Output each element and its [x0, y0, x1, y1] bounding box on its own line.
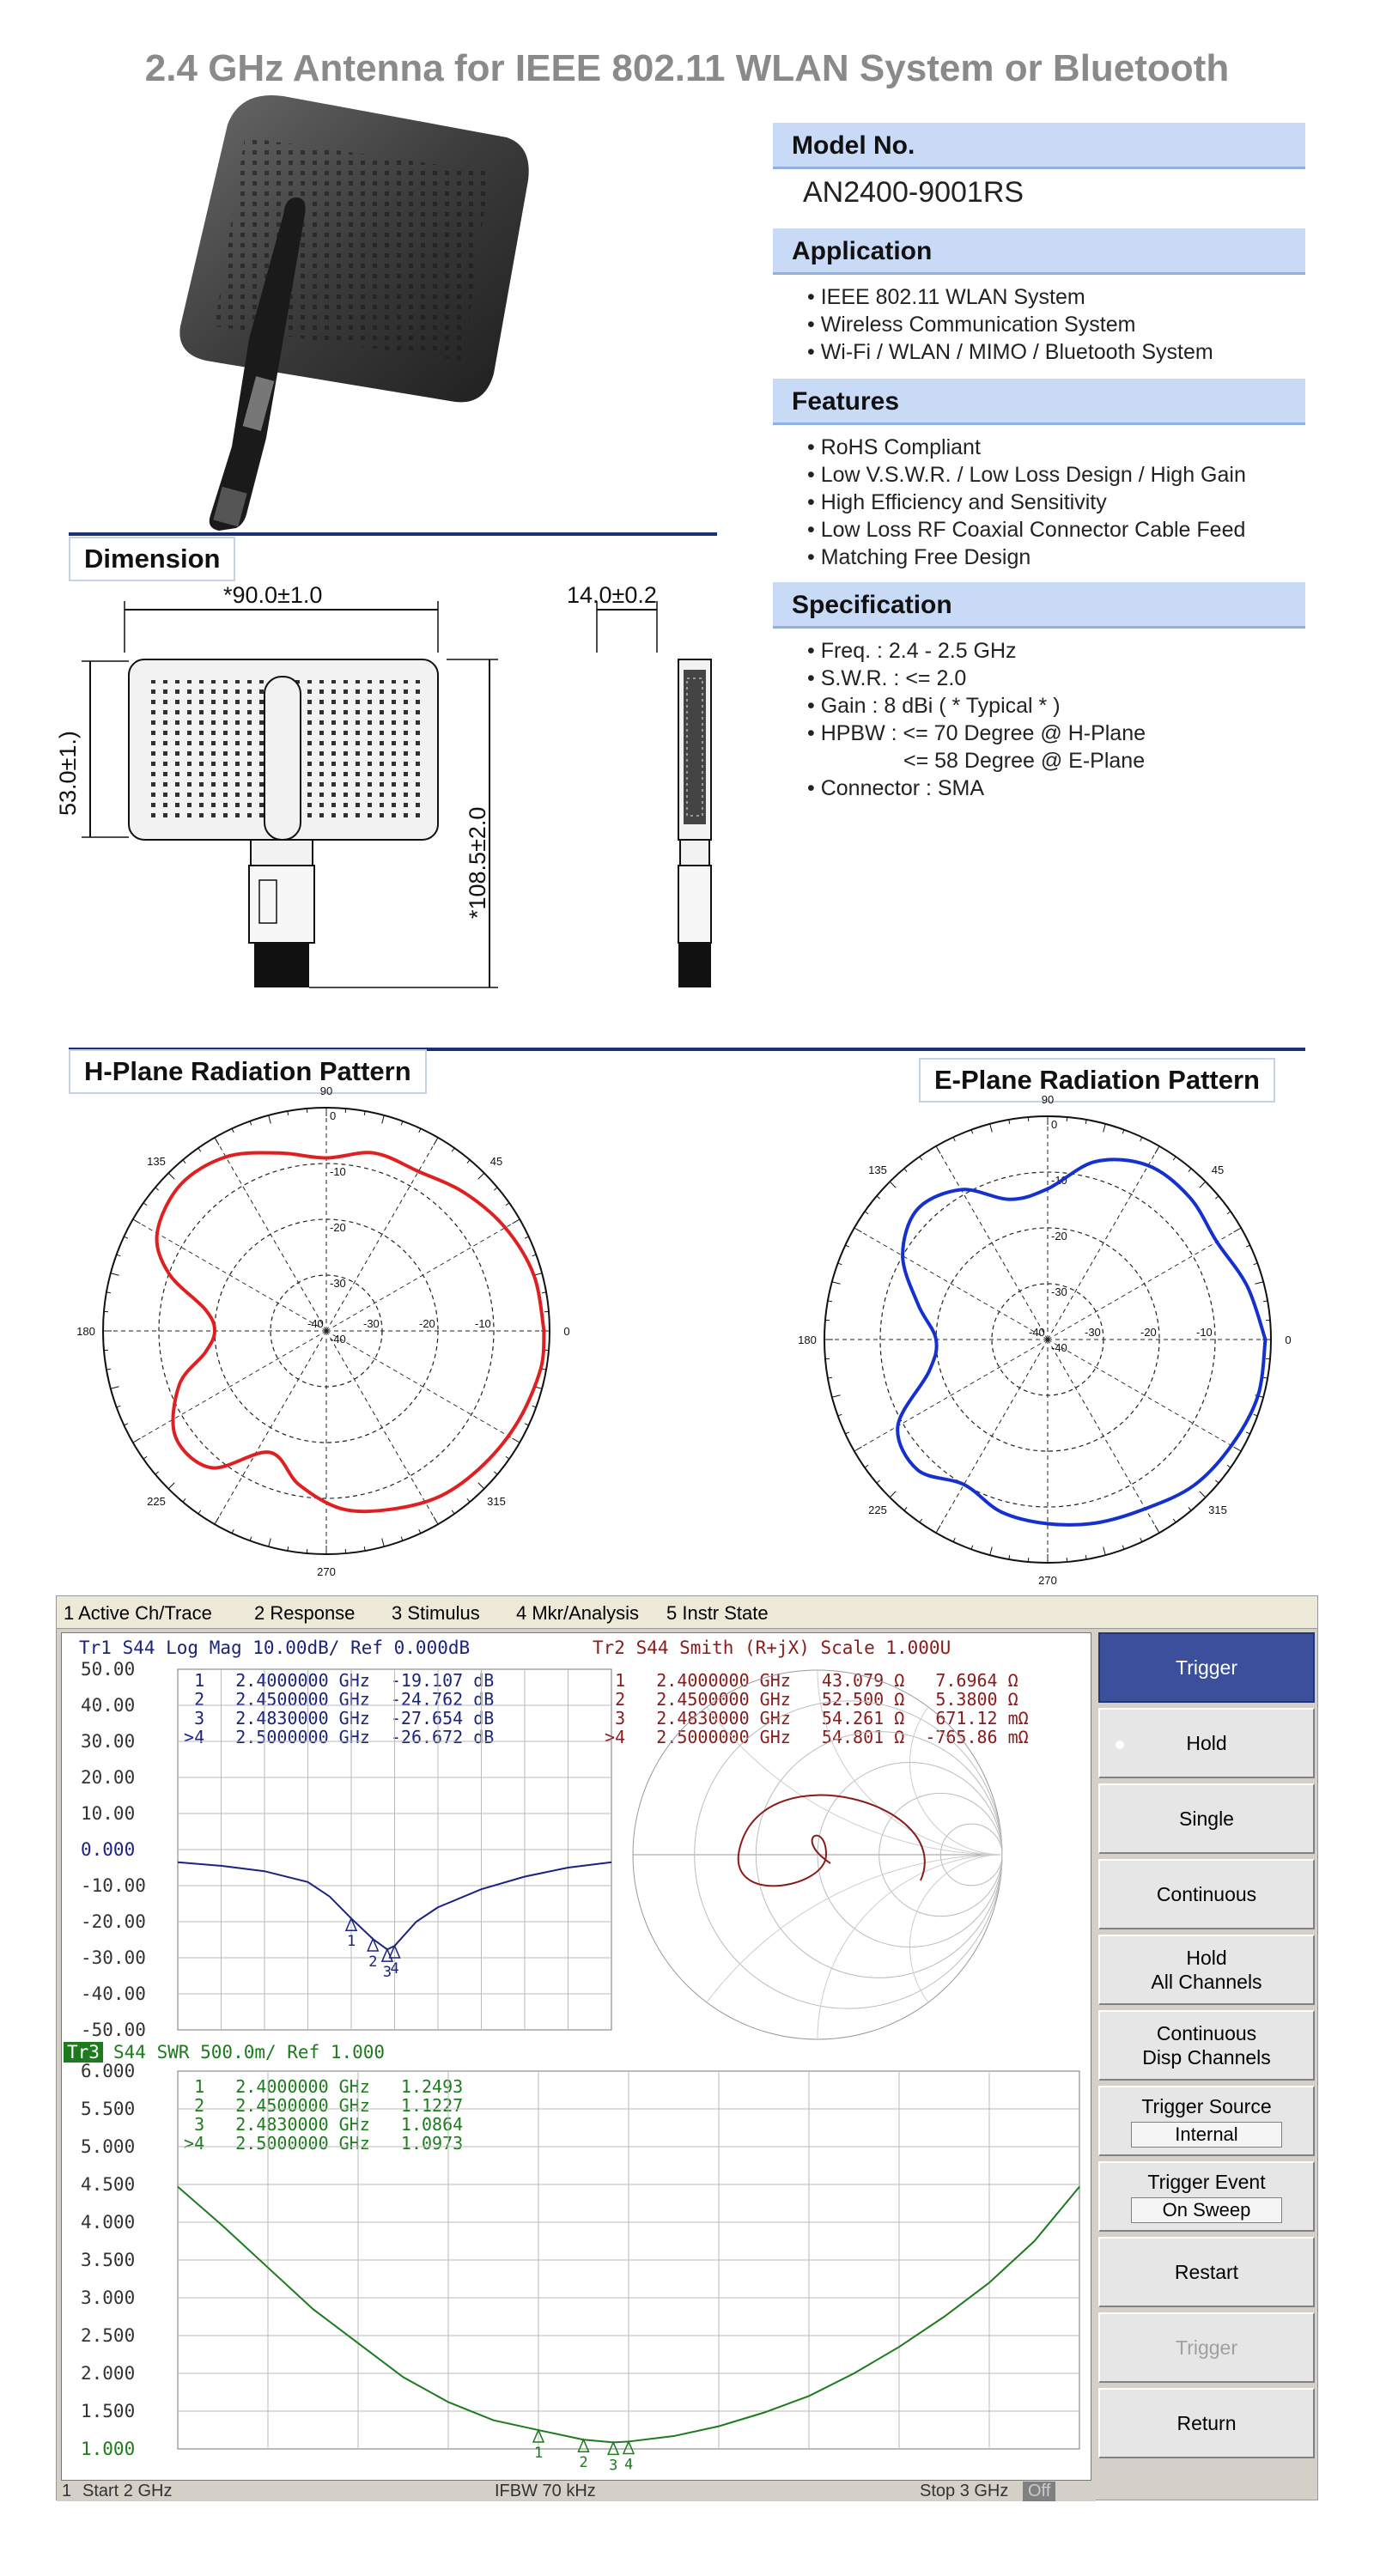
- menu-active-ch-trace[interactable]: 1 Active Ch/Trace: [64, 1602, 212, 1624]
- tr3-marker-1: 1 2.4000000 GHz 1.2493: [173, 2076, 464, 2097]
- polar-tick: [111, 1273, 119, 1276]
- height-dimension: 53.0±1.): [55, 731, 81, 816]
- polar-spoke: [326, 1331, 520, 1443]
- polar-tick: [419, 1529, 421, 1534]
- polar-tick: [183, 1160, 185, 1163]
- polar-angle-label: 90: [1041, 1093, 1055, 1106]
- menu-mkr-analysis[interactable]: 4 Mkr/Analysis: [516, 1602, 640, 1624]
- polar-tick: [494, 1472, 497, 1474]
- length-dimension: *108.5±2.0: [465, 806, 490, 919]
- tr2-header: Tr2 S44 Smith (R+jX) Scale 1.000U: [593, 1637, 951, 1658]
- polar-radial-label: -10: [1051, 1174, 1067, 1187]
- polar-tick: [183, 1498, 185, 1502]
- marker-label: 2: [579, 2454, 588, 2472]
- polar-tick: [832, 1395, 841, 1398]
- analyzer-menu-bar: [57, 1596, 1317, 1629]
- tr1-marker-2: 2 2.4500000 GHz -24.762 dB: [173, 1689, 495, 1710]
- polar-angle-label: 270: [1038, 1574, 1057, 1587]
- polar-tick: [1140, 1137, 1142, 1141]
- polar-angle-label: 135: [868, 1163, 887, 1177]
- softkey-panel: [1096, 1632, 1317, 2500]
- polar-spoke: [1048, 1228, 1241, 1340]
- polar-tick: [890, 1492, 896, 1498]
- trigger-button[interactable]: Trigger: [1098, 2312, 1315, 2383]
- polar-radial-label: -30: [1051, 1285, 1067, 1298]
- status-channel: 1: [62, 2482, 72, 2500]
- polar-angle-label: 270: [317, 1565, 336, 1578]
- polar-tick: [953, 1538, 955, 1542]
- analyzer-traces: [62, 1633, 1092, 2482]
- tr1-marker-1: 1 2.4000000 GHz -19.107 dB: [173, 1670, 495, 1691]
- tr3-marker-3: 3 2.4830000 GHz 1.0864: [173, 2114, 464, 2135]
- antenna-photo: [129, 86, 541, 532]
- polar-spoke: [133, 1331, 326, 1443]
- analyzer-screen: [61, 1632, 1091, 2481]
- marker-label: 3: [609, 2457, 618, 2475]
- list-item: • Low Loss RF Coaxial Connector Cable Feed: [807, 516, 1246, 544]
- polar-tick: [1140, 1538, 1142, 1542]
- polar-tick: [382, 1538, 385, 1546]
- continuous-disp-channels-button[interactable]: Continuous Disp Channels: [1098, 2010, 1315, 2081]
- marker-label: 4: [624, 2456, 634, 2474]
- tr3-tag: Tr3: [67, 2042, 100, 2063]
- polar-tick: [198, 1148, 201, 1151]
- polar-spoke: [854, 1228, 1048, 1340]
- width-dimension: *90.0±1.0: [223, 582, 323, 608]
- polar-tick: [382, 1115, 385, 1124]
- tr1-tick-label: 0.000: [81, 1839, 136, 1860]
- trigger-event-value: On Sweep: [1131, 2197, 1282, 2223]
- polar-radial-label: -20: [1051, 1230, 1067, 1242]
- polar-tick: [168, 1173, 174, 1179]
- page-title: 2.4 GHz Antenna for IEEE 802.11 WLAN System or Bluetooth: [144, 47, 1230, 89]
- h-plane-polar-chart: [76, 1084, 570, 1578]
- model-number: AN2400-9001RS: [803, 176, 1024, 209]
- tr1-tick-label: -40.00: [81, 1984, 146, 2004]
- polar-angle-label: 315: [1208, 1503, 1227, 1516]
- polar-angle-label: 90: [319, 1084, 333, 1097]
- polar-tick: [990, 1124, 993, 1133]
- tr3-tick-label: 2.000: [81, 2363, 136, 2384]
- polar-tick: [155, 1188, 159, 1190]
- polar-radial-label: -10: [1196, 1326, 1213, 1339]
- analyzer-status-bar: [57, 2481, 1096, 2501]
- polar-tick: [953, 1137, 955, 1141]
- polar-tick: [452, 1510, 454, 1514]
- polar-radial-label: -20: [330, 1221, 346, 1234]
- polar-tick: [904, 1169, 907, 1172]
- hold-all-channels-button[interactable]: Hold All Channels: [1098, 1935, 1315, 2005]
- polar-radial-label: -40: [1029, 1326, 1045, 1339]
- polar-tick: [525, 1424, 529, 1425]
- polar-tick: [904, 1507, 907, 1510]
- polar-tick: [467, 1498, 470, 1502]
- polar-tick: [467, 1160, 470, 1163]
- tr3-tick-label: 2.500: [81, 2325, 136, 2346]
- tr3-tick-label: 6.000: [81, 2061, 136, 2081]
- list-item: • IEEE 802.11 WLAN System: [807, 283, 1213, 311]
- polar-radial-label: -30: [363, 1317, 380, 1330]
- polar-radial-label: -20: [1140, 1326, 1157, 1339]
- polar-radial-label: -10: [475, 1317, 491, 1330]
- status-stop: Stop 3 GHz: [920, 2482, 1009, 2500]
- polar-spoke: [215, 1331, 326, 1524]
- polar-angle-label: 180: [76, 1325, 95, 1338]
- polar-tick: [1246, 1432, 1250, 1434]
- polar-tick: [111, 1387, 119, 1389]
- polar-tick: [845, 1432, 849, 1434]
- polar-spoke: [215, 1138, 326, 1331]
- polar-tick: [1189, 1507, 1191, 1510]
- polar-angle-label: 45: [489, 1155, 503, 1169]
- tr1-tick-label: -50.00: [81, 2020, 146, 2040]
- polar-tick: [877, 1480, 880, 1483]
- marker-label: 2: [368, 1953, 378, 1971]
- marker-triangle: [608, 2442, 618, 2454]
- polar-angle-label: 135: [147, 1155, 166, 1169]
- features-heading-bar: Features: [773, 379, 1305, 425]
- polar-tick: [124, 1424, 128, 1425]
- continuous-button[interactable]: Continuous: [1098, 1859, 1315, 1929]
- list-item: • Low V.S.W.R. / Low Loss Design / High Gain: [807, 461, 1246, 489]
- tr1-tick-label: -10.00: [81, 1875, 146, 1896]
- polar-tick: [143, 1203, 147, 1206]
- menu-response[interactable]: 2 Response: [254, 1602, 356, 1624]
- polar-radial-label: 0: [330, 1109, 337, 1122]
- hold-button[interactable]: Hold: [1098, 1708, 1315, 1778]
- polar-tick: [920, 1157, 922, 1160]
- polar-tick: [865, 1465, 868, 1467]
- list-item: • Wireless Communication System: [807, 311, 1213, 338]
- tr3-tick-label: 5.000: [81, 2136, 136, 2157]
- tr3-tick-label: 1.000: [81, 2439, 136, 2459]
- application-heading-bar: Application: [773, 228, 1305, 275]
- polar-tick: [1189, 1169, 1191, 1172]
- tr1-tick-label: 50.00: [81, 1659, 136, 1680]
- model-heading-bar: Model No.: [773, 123, 1305, 169]
- tr1-tick-label: 10.00: [81, 1803, 136, 1824]
- status-off: Off: [1023, 2482, 1055, 2501]
- tr2-marker-4: >4 2.5000000 GHz 54.801 Ω -765.86 mΩ: [594, 1727, 1029, 1747]
- polar-tick: [478, 1483, 484, 1489]
- polar-angle-label: 225: [147, 1494, 166, 1508]
- list-item: • Connector : SMA: [807, 775, 1146, 802]
- marker-label: 1: [347, 1933, 356, 1951]
- polar-tick: [269, 1538, 271, 1546]
- single-button[interactable]: Single: [1098, 1783, 1315, 1854]
- return-button[interactable]: Return: [1098, 2388, 1315, 2458]
- application-list: [807, 283, 1213, 366]
- polar-radial-label: -30: [330, 1277, 346, 1290]
- polar-angle-label: 0: [563, 1325, 570, 1338]
- tr3-marker-4: >4 2.5000000 GHz 1.0973: [173, 2133, 464, 2154]
- polar-angle-label: 0: [1285, 1334, 1292, 1346]
- status-ifbw: IFBW 70 kHz: [495, 2482, 596, 2500]
- list-item: • Gain : 8 dBi ( * Typical * ): [807, 692, 1146, 720]
- depth-dimension: 14.0±0.2: [567, 582, 657, 608]
- polar-angle-label: 180: [798, 1334, 817, 1346]
- polar-tick: [1215, 1480, 1219, 1483]
- tr1-tick-label: 20.00: [81, 1767, 136, 1788]
- tr2-marker-1: 1 2.4000000 GHz 43.079 Ω 7.6964 Ω: [594, 1670, 1018, 1691]
- list-item: • Matching Free Design: [807, 544, 1246, 571]
- polar-tick: [890, 1182, 896, 1188]
- polar-spoke: [1048, 1340, 1159, 1533]
- polar-radial-label: -20: [419, 1317, 435, 1330]
- e-plane-polar-chart: [798, 1093, 1292, 1587]
- tr2-marker-3: 3 2.4830000 GHz 54.261 Ω 671.12 mΩ: [594, 1708, 1029, 1728]
- tr1-marker-4: >4 2.5000000 GHz -26.672 dB: [173, 1727, 495, 1747]
- tr1-tick-label: -20.00: [81, 1911, 146, 1932]
- radiation-pattern-trace: [897, 1159, 1265, 1524]
- polar-tick: [832, 1282, 841, 1285]
- e-plane-label: E-Plane Radiation Pattern: [919, 1058, 1275, 1103]
- polar-tick: [1103, 1546, 1106, 1555]
- selected-dot-icon: [1116, 1741, 1124, 1749]
- trigger-source-value: Internal: [1131, 2122, 1282, 2148]
- tr3-tick-label: 4.500: [81, 2174, 136, 2195]
- polar-spoke: [854, 1340, 1048, 1451]
- status-start: Start 2 GHz: [82, 2482, 173, 2500]
- polar-tick: [198, 1510, 201, 1514]
- list-item: • Freq. : 2.4 - 2.5 GHz: [807, 637, 1146, 665]
- polar-angle-label: 225: [868, 1503, 887, 1516]
- specification-list: [807, 637, 1146, 802]
- polar-tick: [269, 1115, 271, 1124]
- softkey-header: Trigger: [1098, 1632, 1315, 1703]
- polar-tick: [1173, 1157, 1176, 1160]
- polar-spoke: [936, 1146, 1048, 1340]
- tr3-tick-label: 3.000: [81, 2287, 136, 2308]
- polar-angle-label: 45: [1211, 1163, 1225, 1177]
- polar-tick: [1227, 1212, 1231, 1214]
- polar-tick: [1173, 1519, 1176, 1522]
- smith-trace: [739, 1795, 925, 1886]
- polar-tick: [232, 1128, 234, 1133]
- polar-radial-label: -10: [330, 1165, 346, 1178]
- h-plane-label: H-Plane Radiation Pattern: [69, 1049, 427, 1094]
- polar-radial-label: 0: [1051, 1118, 1058, 1131]
- smith-reactance-arc: [910, 1855, 1095, 2039]
- tr3-tick-label: 1.500: [81, 2401, 136, 2421]
- tr2-marker-2: 2 2.4500000 GHz 52.500 Ω 5.3800 Ω: [594, 1689, 1018, 1710]
- polar-spoke: [326, 1331, 438, 1524]
- tr3-tick-label: 3.500: [81, 2250, 136, 2270]
- list-item: • S.W.R. : <= 2.0: [807, 665, 1146, 692]
- polar-tick: [920, 1519, 922, 1522]
- polar-tick: [155, 1472, 159, 1474]
- polar-tick: [452, 1148, 454, 1151]
- list-item: • Wi-Fi / WLAN / MIMO / Bluetooth System: [807, 338, 1213, 366]
- polar-tick: [1200, 1492, 1206, 1498]
- tr1-tick-label: -30.00: [81, 1947, 146, 1968]
- polar-tick: [877, 1196, 880, 1199]
- polar-tick: [1255, 1282, 1263, 1285]
- polar-tick: [124, 1236, 128, 1238]
- polar-tick: [1103, 1124, 1106, 1133]
- polar-tick: [506, 1456, 509, 1459]
- tr3-header: S44 SWR 500.0m/ Ref 1.000: [113, 2042, 386, 2063]
- dimension-label: Dimension: [69, 537, 235, 581]
- polar-tick: [845, 1245, 849, 1247]
- dimension-rule: [69, 532, 717, 536]
- polar-tick: [525, 1236, 529, 1238]
- list-item: • HPBW : <= 70 Degree @ H-Plane: [807, 720, 1146, 747]
- list-item: <= 58 Degree @ E-Plane: [903, 749, 1146, 773]
- marker-triangle: [579, 2439, 589, 2451]
- polar-radial-label: -40: [330, 1333, 346, 1346]
- polar-tick: [494, 1188, 497, 1190]
- polar-spoke: [326, 1219, 520, 1331]
- polar-angle-label: 315: [487, 1494, 506, 1508]
- menu-instr-state[interactable]: 5 Instr State: [666, 1602, 769, 1624]
- tr3-tick-label: 5.500: [81, 2099, 136, 2119]
- polar-tick: [478, 1173, 484, 1179]
- network-analyzer-window: [56, 1595, 1318, 2500]
- marker-label: 1: [534, 2445, 544, 2463]
- marker-label: 4: [390, 1960, 399, 1978]
- list-item: • RoHS Compliant: [807, 434, 1246, 461]
- specification-heading-bar: Specification: [773, 582, 1305, 629]
- trigger-event-button[interactable]: Trigger Event On Sweep: [1098, 2161, 1315, 2232]
- restart-button[interactable]: Restart: [1098, 2237, 1315, 2307]
- polar-tick: [419, 1128, 421, 1133]
- polar-tick: [1227, 1465, 1231, 1467]
- list-item: • High Efficiency and Sensitivity: [807, 489, 1246, 516]
- polar-radial-label: -40: [307, 1317, 324, 1330]
- polar-tick: [232, 1529, 234, 1534]
- polar-spoke: [1048, 1340, 1241, 1451]
- polar-radial-label: -40: [1051, 1341, 1067, 1354]
- polar-tick: [506, 1203, 509, 1206]
- tr1-marker-3: 3 2.4830000 GHz -27.654 dB: [173, 1708, 495, 1728]
- polar-radial-label: -30: [1085, 1326, 1101, 1339]
- polar-tick: [1200, 1182, 1206, 1188]
- tr3-marker-2: 2 2.4500000 GHz 1.1227: [173, 2095, 464, 2116]
- tr1-header: Tr1 S44 Log Mag 10.00dB/ Ref 0.000dB: [79, 1637, 471, 1658]
- marker-label: 3: [382, 1964, 392, 1982]
- polar-tick: [1246, 1245, 1250, 1247]
- tr3-tick-label: 4.000: [81, 2212, 136, 2233]
- tr1-tick-label: 30.00: [81, 1731, 136, 1752]
- polar-spoke: [133, 1219, 326, 1331]
- tr1-tick-label: 40.00: [81, 1695, 136, 1716]
- polar-tick: [143, 1456, 147, 1459]
- dimension-drawing: [52, 584, 790, 1048]
- features-list: [807, 434, 1246, 571]
- trigger-source-button[interactable]: Trigger Source Internal: [1098, 2086, 1315, 2156]
- menu-stimulus[interactable]: 3 Stimulus: [392, 1602, 480, 1624]
- polar-tick: [990, 1546, 993, 1555]
- polar-tick: [168, 1483, 174, 1489]
- polar-tick: [865, 1212, 868, 1214]
- polar-tick: [1215, 1196, 1219, 1199]
